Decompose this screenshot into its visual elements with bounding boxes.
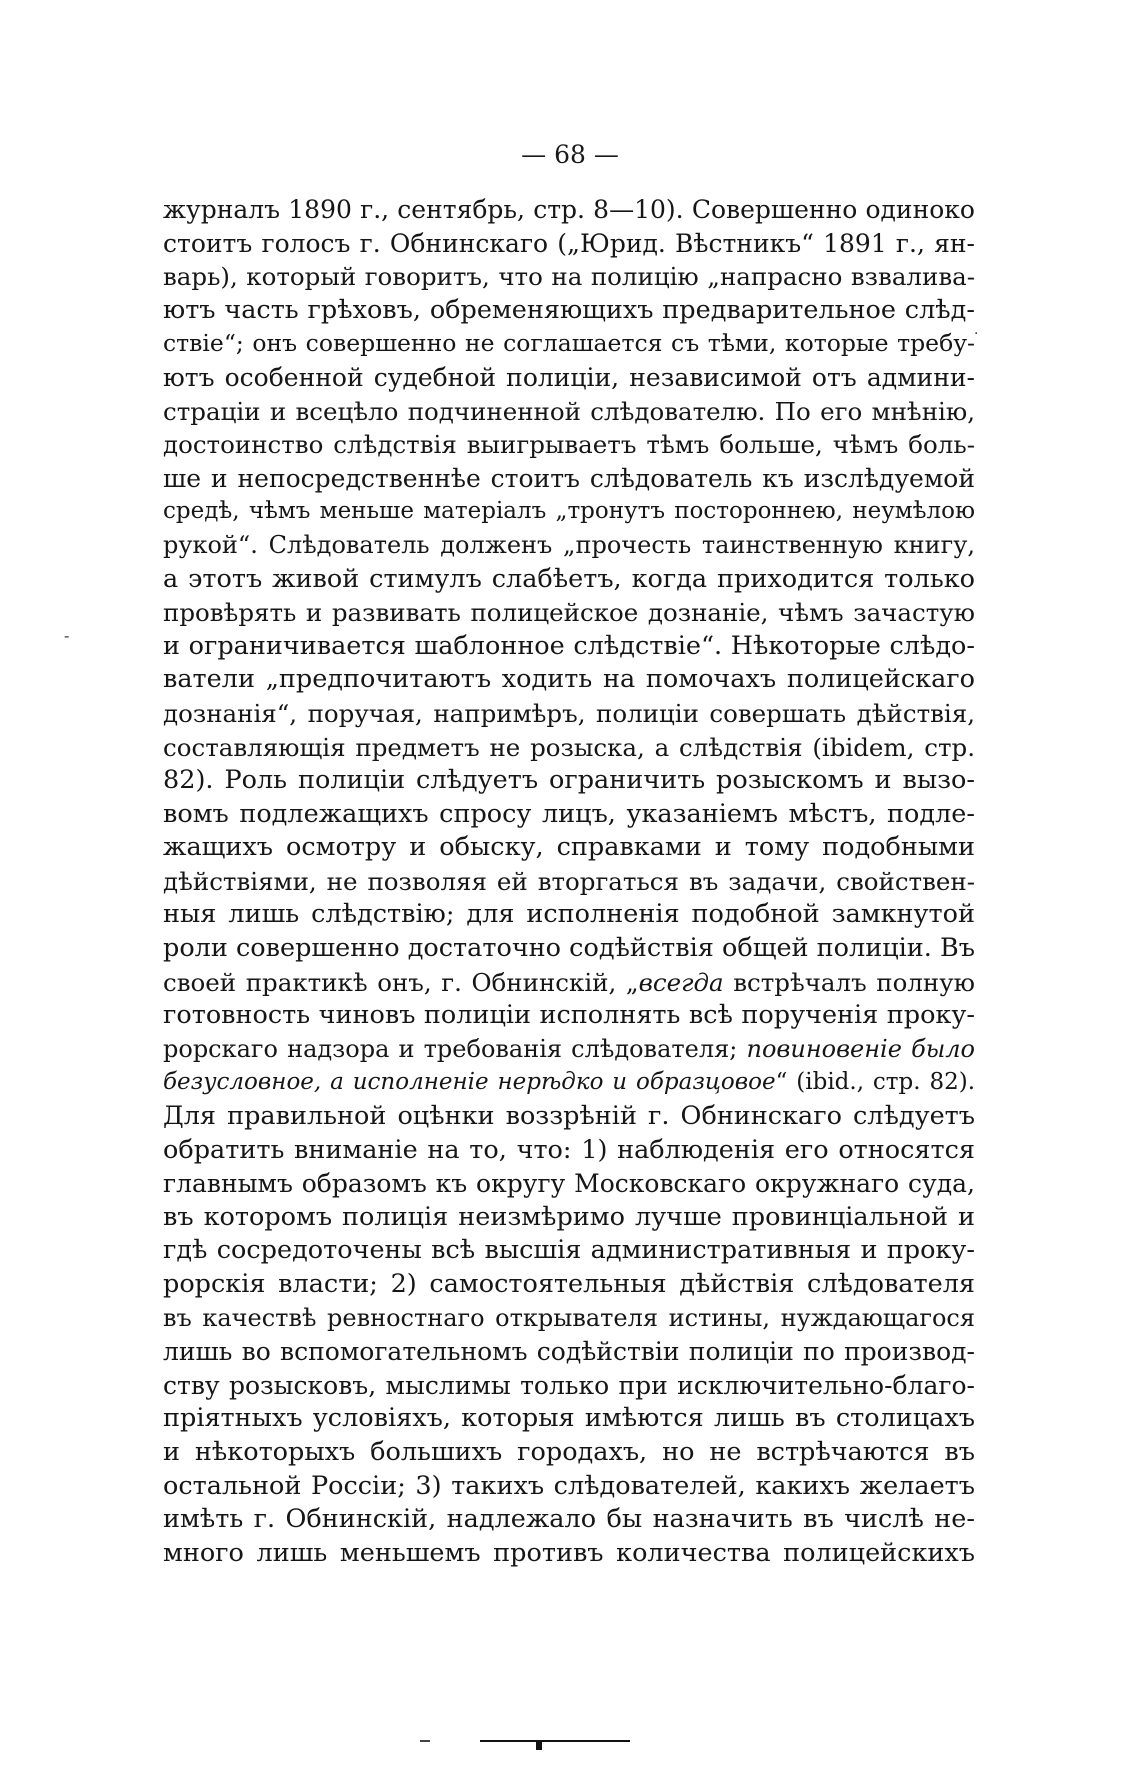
body-text [163,193,975,1570]
text-line: главнымъ образомъ къ округу Московскаго окружнаго суда, [163,1169,975,1199]
text-line: жащихъ осмотру и обыску, справками и тому подобными [163,832,975,863]
italic-phrase: всегда [638,967,724,997]
text-line: составляющія предметъ не розыска, а слѣдствія (ibidem, стр. [163,732,975,762]
text-line: остальной Россіи; 3) такихъ слѣдователей, какихъ желаетъ [163,1470,975,1501]
text-line: ютъ часть грѣховъ, обременяющихъ предварительное слѣд- [163,294,975,325]
text-line: Для правильной оцѣнки воззрѣній г. Обнинскаго слѣдуетъ [163,1101,975,1132]
margin-mark: · [974,326,979,342]
text-line: пріятныхъ условіяхъ, которыя имѣются лишь въ столицахъ [163,1403,975,1434]
text-line: журналъ 1890 г., сентябрь, стр. 8—10). Совершенно одиноко [163,195,975,224]
italic-phrase: безусловное, а исполненіе нерѣдко и образцовое [163,1069,776,1096]
text-line: своей практикѣ онъ, г. Обнинскій, „всегда встрѣчалъ полную [163,967,975,997]
text-line: средѣ, чѣмъ меньше матеріалъ „тронутъ постороннею, неумѣлою [163,498,975,525]
text-line: рорскаго надзора и требованія слѣдователя; повиновеніе было [163,1034,975,1063]
text-line: много лишь меньшемъ противъ количества полицейскихъ [163,1537,975,1568]
text-line: варь), который говоритъ, что на полицію „напрасно взвалива- [163,262,975,292]
text-line: имѣть г. Обнинскій, надлежало бы назначить въ числѣ не- [163,1504,975,1535]
text-line: а этотъ живой стимулъ слабѣетъ, когда приходится только [163,563,975,594]
bottom-scan-tick [536,1740,542,1750]
text-line: ше и непосредственнѣе стоитъ слѣдователь къ изслѣдуемой [163,463,975,493]
text-line: ству розысковъ, мыслимы только при исключительно-благо- [163,1370,975,1400]
text-line: ныя лишь слѣдствію; для исполненія подобной замкнутой [163,899,975,930]
text-line: роли совершенно достаточно содѣйствія общей полиціи. Въ [163,933,975,964]
text-line: готовность чиновъ полиціи исполнять всѣ порученія проку- [163,1000,975,1031]
text-line: въ которомъ полиція неизмѣримо лучше провинціальной и [163,1201,975,1232]
text-line: 82). Роль полиціи слѣдуетъ ограничить розыскомъ и вызо- [163,765,975,796]
text-line: стоитъ голосъ г. Обнинскаго („Юрид. Вѣстникъ“ 1891 г., ян- [163,228,975,258]
text-line: и нѣкоторыхъ большихъ городахъ, но не встрѣчаются въ [163,1436,975,1467]
text-line: страціи и всецѣло подчиненной слѣдователю. По его мнѣнію, [163,396,975,426]
text-line: рорскія власти; 2) самостоятельныя дѣйствія слѣдователя [163,1269,975,1299]
text-line: безусловное, а исполненіе нерѣдко и образцовое“ (ibid., стр. 82). [163,1069,976,1096]
text-line: дѣйствіями, не позволяя ей вторгаться въ задачи, свойствен- [163,866,975,896]
text-line: лишь во вспомогательномъ содѣйствіи полиціи по производ- [163,1337,975,1367]
text-line: и ограничивается шаблонное слѣдствіе“. Нѣкоторые слѣдо- [163,630,975,661]
text-line: дознанія“, поручая, напримѣръ, полиціи совершать дѣйствія, [163,698,975,728]
text-line: вомъ подлежащихъ спросу лицъ, указаніемъ мѣстъ, подле- [163,798,975,829]
margin-mark: - [64,626,70,645]
text-line: достоинство слѣдствія выигрываетъ тѣмъ больше, чѣмъ боль- [163,430,975,460]
text-line: ствіе“; онъ совершенно не соглашается съ тѣми, которые требу- [163,329,975,358]
italic-phrase: повиновеніе было [746,1034,975,1063]
text-line: рукой“. Слѣдователь долженъ „прочесть таинственную книгу, [163,530,975,559]
text-line: ютъ особенной судебной полиціи, независимой отъ админи- [163,362,975,392]
page-number: — 68 — [521,140,619,169]
text-line: обратить вниманіе на то, что: 1) наблюденія его относятся [163,1134,975,1165]
text-line: провѣрять и развивать полицейское дознаніе, чѣмъ зачастую [163,598,975,628]
text-line: ватели „предпочитаютъ ходить на помочахъ полицейскаго [163,664,975,695]
bottom-scan-rule [360,1740,630,1742]
text-line: въ качествѣ ревностнаго открывателя истины, нуждающагося [163,1303,975,1332]
text-line: гдѣ сосредоточены всѣ высшія административныя и проку- [163,1235,975,1266]
